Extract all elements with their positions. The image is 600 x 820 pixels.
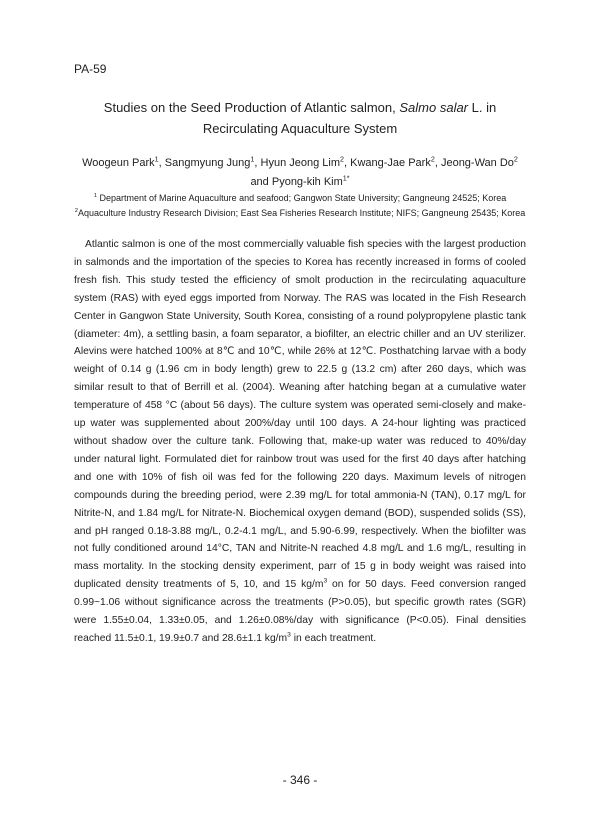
title-text: L. in [468, 100, 497, 115]
page-number: - 346 - [282, 773, 318, 787]
author-affiliation-mark: 2 [340, 155, 344, 164]
author-affiliation-mark: 2 [430, 155, 435, 164]
author-separator: , [344, 157, 351, 169]
author-affiliation-mark: 2 [513, 155, 518, 164]
superscript-cubed: 3 [287, 631, 291, 639]
title-text: Recirculating Aquaculture System [202, 121, 398, 136]
affiliation-text: Department of Marine Aquaculture and seafood; Gangwon State University; Gangneung 24525; Korea [97, 193, 507, 203]
superscript-cubed: 3 [323, 577, 328, 585]
author-name: Hyun Jeong Lim [260, 157, 341, 169]
author-separator: , [254, 157, 261, 169]
author-name: Pyong-kih Kim [271, 176, 343, 188]
abstract-text: in each treatment. [290, 632, 377, 644]
abstract-text: Atlantic salmon is one of the most commercially valuable fish species with the largest production in salmonds and the importation of the species to Korea has recently increased in forms of cooled fresh fish. This study tested the efficiency of smolt production in the recirculating aquaculture system (RAS) with eyed eggs imported from Norway. The RAS was located in the Fish Research Center in Gangwon State University, South Korea, consisting of a round polypropylene plastic tank (diameter: 4m), a settling basin, a foam separator, a biofilter, an electric chiller and an UV sterilizer. Alevins were hatched 100% at 8℃ and 10℃, while 26% at 12℃. Posthatching larvae with a body weight of 0.14 g (1.96 cm in body length) grew to 22.5 g (13.2 cm) after 260 days, which was similar result to that of Berrill et al. (2004). Weaning after hatching began at a cumulative water temperature of 458 °C (about 56 days). The culture system was operated semi-closely and make-up water was supplemented about 200%/day until 100 days. A 24-hour lighting was practiced without shadow over the culture tank. Following that, make-up water was reduced to 40%/day under natural light. Formulated diet for rainbow trout was used for the first 40 days after hatching and one with 10% of fish oil was fed for the following 220 days. Maximum levels of nitrogen compounds during the breeding period, were 2.39 mg/L for total ammonia-N (TAN), 0.17 mg/L for Nitrite-N, and 1.84 mg/L for Nitrate-N. Biochemical oxygen demand (BOD), suspended solids (SS), and pH ranged 0.18-3.88 mg/L, 0.2-4.1 mg/L, and 5.90-6.99, respectively. When the biofilter was not fully conditioned around 14°C, TAN and Nitrite-N reached 4.8 mg/L and 1.6 mg/L, resulting in mass mortality. In the stocking density experiment, parr of 15 g in body weight was raised into duplicated density treatments of 5, 10, and 15 kg/m [74, 239, 526, 591]
author-name: Woogeun Park [82, 157, 155, 169]
author-conjunction: and [250, 176, 272, 188]
affiliation-mark: 1 [93, 193, 97, 199]
author-name: Kwang-Jae Park [350, 157, 431, 169]
paper-title [60, 97, 540, 139]
author-affiliation-mark: 1* [342, 174, 350, 183]
author-separator: , [434, 157, 441, 169]
affiliation-1 [74, 192, 526, 204]
paper-code: PA-59 [74, 62, 107, 76]
author-affiliation-mark: 1 [250, 155, 255, 164]
abstract-paragraph [74, 236, 526, 648]
abstract-text: on for 50 days. Feed conversion ranged 0.99~1.06 without significance across the treatments (P>0.05), but specific growth rates (SGR) were 1.55±0.04, 1.33±0.05, and 1.26±0.08%/day with significance (P<0.05). Final densities reached 11.5±0.1, 19.9±0.7 and 28.6±1.1 kg/m [74, 579, 526, 644]
affiliation-text: Aquaculture Industry Research Division; East Sea Fisheries Research Institute; NIFS; Gangneung 25435; Korea [78, 208, 526, 218]
author-affiliation-mark: 1 [154, 155, 159, 164]
author-name: Jeong-Wan Do [440, 157, 514, 169]
author-name: Sangmyung Jung [164, 157, 251, 169]
author-list [60, 154, 540, 192]
affiliation-2 [74, 207, 526, 219]
title-text: Studies on the Seed Production of Atlantic salmon, [103, 100, 400, 115]
title-species-italic: Salmo salar [399, 100, 469, 115]
affiliation-mark: 2 [74, 208, 78, 214]
author-separator: , [158, 157, 165, 169]
